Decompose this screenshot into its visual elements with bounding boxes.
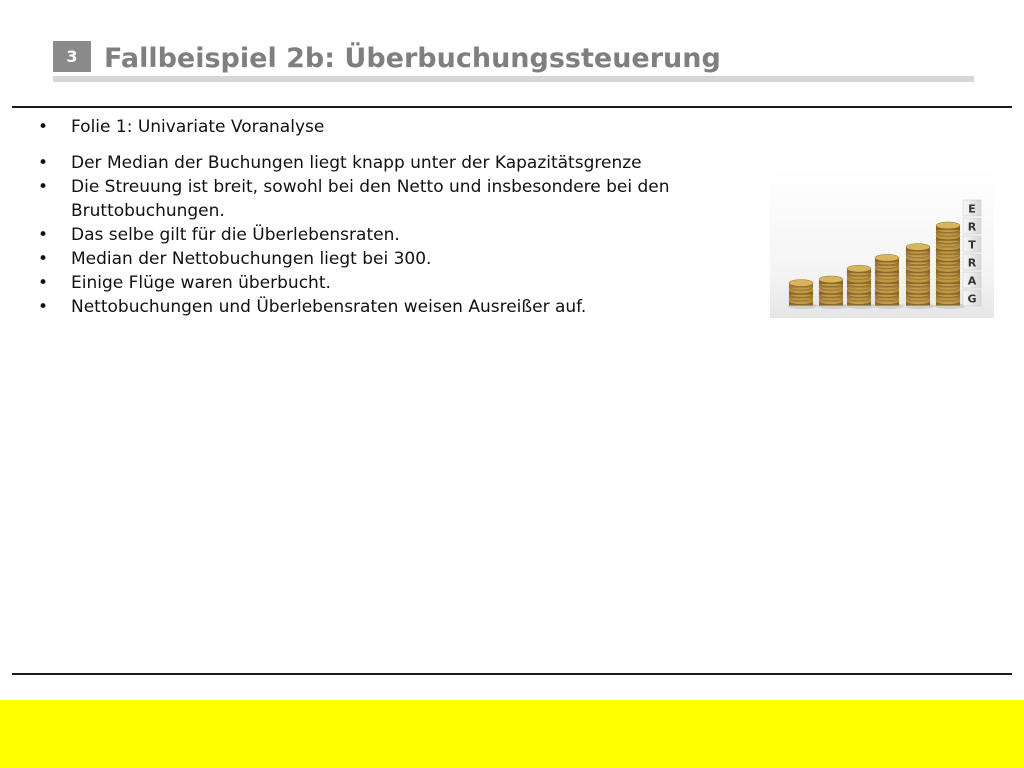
bullet-item: • Einige Flüge waren überbucht. xyxy=(34,271,764,295)
bullet-list xyxy=(34,115,764,319)
bullet-item: • Median der Nettobuchungen liegt bei 300. xyxy=(34,247,764,271)
coin-stacks-photo xyxy=(770,168,994,318)
svg-text:A: A xyxy=(967,274,977,288)
section-number-badge: 3 xyxy=(53,41,91,72)
svg-text:R: R xyxy=(967,256,977,270)
svg-text:R: R xyxy=(967,220,977,234)
letter-block xyxy=(963,254,981,270)
letter-block xyxy=(963,218,981,234)
bullet-item: • Nettobuchungen und Überlebensraten weisen Ausreißer auf. xyxy=(34,295,764,319)
footer-band xyxy=(0,700,1024,768)
letter-block xyxy=(963,272,981,288)
slide-title: Fallbeispiel 2b: Überbuchungssteuerung xyxy=(104,43,721,74)
svg-text:T: T xyxy=(968,238,976,252)
top-divider xyxy=(12,106,1012,108)
bullet-item: • Folie 1: Univariate Voranalyse xyxy=(34,115,764,139)
letter-block xyxy=(963,200,981,216)
bullet-item: • Die Streuung ist breit, sowohl bei den Netto und insbesondere bei den Bruttobuchungen. xyxy=(34,175,764,223)
svg-text:G: G xyxy=(967,292,977,306)
letter-block xyxy=(963,290,981,306)
letter-block xyxy=(963,236,981,252)
bullet-item: • Der Median der Buchungen liegt knapp unter der Kapazitätsgrenze xyxy=(34,151,764,175)
title-underline xyxy=(53,76,974,82)
svg-text:E: E xyxy=(968,202,976,216)
bottom-divider xyxy=(12,673,1012,675)
bullet-item: • Das selbe gilt für die Überlebensraten. xyxy=(34,223,764,247)
